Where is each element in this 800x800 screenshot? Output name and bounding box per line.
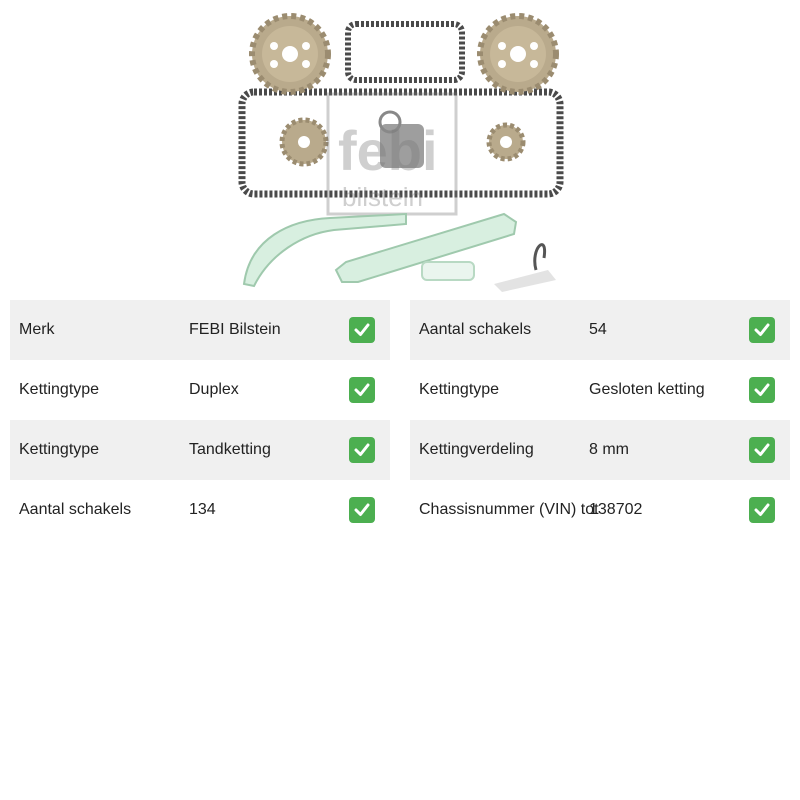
spec-label: Kettingverdeling (419, 441, 534, 458)
small-chain (348, 24, 462, 80)
spec-label: Kettingtype (419, 381, 500, 398)
table-row (410, 360, 790, 420)
table-row (410, 480, 790, 540)
spec-label: Chassisnummer (VIN) tot (419, 501, 599, 518)
spec-value: 134 (189, 501, 216, 518)
check-icon (349, 377, 375, 403)
check-icon (749, 497, 775, 523)
table-row (10, 480, 390, 540)
sprocket-small-right (489, 125, 523, 159)
check-icon (349, 317, 375, 343)
spec-value: 138702 (589, 501, 643, 518)
spec-table-left (10, 300, 390, 540)
table-row (410, 420, 790, 480)
table-row (410, 300, 790, 360)
product-image (230, 8, 570, 292)
spec-label: Kettingtype (19, 381, 100, 398)
spec-value: Gesloten ketting (589, 381, 705, 398)
table-row (10, 300, 390, 360)
guide-clip (422, 262, 474, 280)
camshaft-sprocket-left (252, 16, 328, 92)
spec-label: Aantal schakels (19, 501, 132, 518)
table-row (10, 420, 390, 480)
tensioner-rail (494, 245, 556, 292)
check-icon (749, 437, 775, 463)
sprocket-small-left (282, 120, 326, 164)
logo-text-bottom: bilstein (342, 182, 423, 212)
spec-value: FEBI Bilstein (189, 321, 281, 338)
check-icon (749, 377, 775, 403)
spec-value: 54 (589, 321, 607, 338)
spec-value: 8 mm (589, 441, 629, 458)
logo-text-top: febi (338, 119, 438, 182)
camshaft-sprocket-right (480, 16, 556, 92)
check-icon (349, 437, 375, 463)
spec-value: Tandketting (189, 441, 271, 458)
spec-value: Duplex (189, 381, 239, 398)
table-row (10, 360, 390, 420)
spec-table-right (410, 300, 790, 540)
check-icon (349, 497, 375, 523)
check-icon (749, 317, 775, 343)
spec-label: Merk (19, 321, 55, 338)
spec-label: Aantal schakels (419, 321, 532, 338)
spec-label: Kettingtype (19, 441, 100, 458)
